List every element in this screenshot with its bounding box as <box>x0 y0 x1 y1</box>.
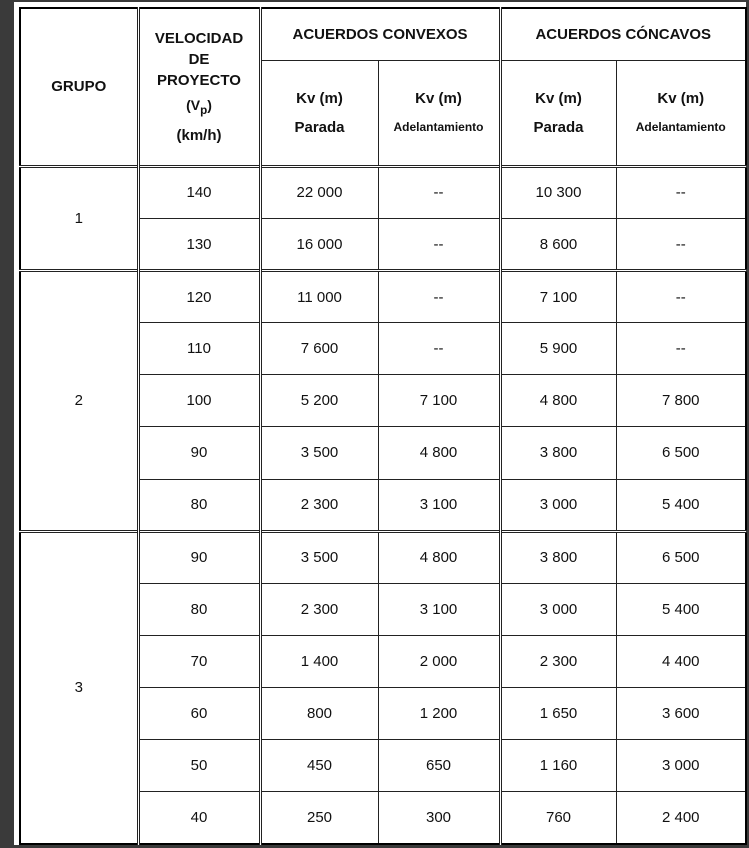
concave-adelantamiento-cell: 3 000 <box>616 740 746 792</box>
convex-parada-cell: 7 600 <box>260 323 378 375</box>
kv-label: Kv (m) <box>415 89 462 107</box>
header-vp-open: (V <box>186 97 201 114</box>
velocidad-cell: 140 <box>138 166 260 218</box>
convex-adelantamiento-cell: 7 100 <box>378 375 500 427</box>
concave-parada-cell: 7 100 <box>500 271 616 323</box>
concave-adelantamiento-cell: 6 500 <box>616 531 746 583</box>
concave-parada-cell: 3 000 <box>500 583 616 635</box>
document-page <box>14 2 746 845</box>
concave-parada-cell: 760 <box>500 792 616 844</box>
concave-parada-cell: 10 300 <box>500 166 616 218</box>
convex-adelantamiento-cell: 2 000 <box>378 635 500 687</box>
concave-parada-cell: 5 900 <box>500 323 616 375</box>
kv-label: Kv (m) <box>296 89 343 107</box>
convex-adelantamiento-cell: 1 200 <box>378 687 500 739</box>
header-convex-parada <box>260 60 378 166</box>
adelantamiento-label: Adelantamiento <box>393 119 484 134</box>
convex-adelantamiento-cell: 650 <box>378 740 500 792</box>
convex-parada-cell: 2 300 <box>260 479 378 531</box>
convex-adelantamiento-cell: 4 800 <box>378 531 500 583</box>
concave-adelantamiento-cell: -- <box>616 271 746 323</box>
velocidad-cell: 80 <box>138 583 260 635</box>
header-velocidad-line3: PROYECTO <box>157 72 241 90</box>
header-velocidad-line1: VELOCIDAD <box>154 30 244 48</box>
header-velocidad-unit: (km/h) <box>176 126 222 144</box>
velocidad-cell: 130 <box>138 218 260 270</box>
velocidad-cell: 100 <box>138 375 260 427</box>
convex-adelantamiento-cell: 300 <box>378 792 500 844</box>
convex-parada-cell: 3 500 <box>260 427 378 479</box>
header-concave-adelantamiento <box>616 60 746 166</box>
velocidad-cell: 80 <box>138 479 260 531</box>
group-cell: 2 <box>20 271 138 532</box>
header-vp-close: ) <box>207 97 212 114</box>
convex-adelantamiento-cell: 3 100 <box>378 583 500 635</box>
header-concave-parada <box>500 60 616 166</box>
group-cell: 3 <box>20 531 138 844</box>
header-vp <box>140 95 259 121</box>
convex-parada-cell: 250 <box>260 792 378 844</box>
convex-parada-cell: 800 <box>260 687 378 739</box>
parada-label: Parada <box>533 118 584 136</box>
table-row <box>20 531 746 583</box>
concave-adelantamiento-cell: 7 800 <box>616 375 746 427</box>
convex-parada-cell: 5 200 <box>260 375 378 427</box>
concave-parada-cell: 8 600 <box>500 218 616 270</box>
convex-adelantamiento-cell: -- <box>378 218 500 270</box>
velocidad-cell: 90 <box>138 427 260 479</box>
concave-parada-cell: 3 800 <box>500 531 616 583</box>
convex-parada-cell: 2 300 <box>260 583 378 635</box>
concave-parada-cell: 3 000 <box>500 479 616 531</box>
header-convexos <box>260 8 500 60</box>
concave-adelantamiento-cell: 5 400 <box>616 583 746 635</box>
header-convex-adelantamiento <box>378 60 500 166</box>
convex-parada-cell: 22 000 <box>260 166 378 218</box>
header-concavos-label: ACUERDOS CÓNCAVOS <box>535 25 712 43</box>
convex-adelantamiento-cell: -- <box>378 166 500 218</box>
concave-adelantamiento-cell: 6 500 <box>616 427 746 479</box>
velocidad-cell: 60 <box>138 687 260 739</box>
velocidad-cell: 110 <box>138 323 260 375</box>
concave-parada-cell: 2 300 <box>500 635 616 687</box>
convex-parada-cell: 450 <box>260 740 378 792</box>
concave-adelantamiento-cell: 2 400 <box>616 792 746 844</box>
header-grupo-label: GRUPO <box>51 78 107 96</box>
convex-parada-cell: 11 000 <box>260 271 378 323</box>
header-convexos-label: ACUERDOS CONVEXOS <box>292 25 468 43</box>
concave-parada-cell: 4 800 <box>500 375 616 427</box>
velocidad-cell: 120 <box>138 271 260 323</box>
header-vp-sub: p <box>200 103 208 117</box>
concave-parada-cell: 1 650 <box>500 687 616 739</box>
concave-parada-cell: 3 800 <box>500 427 616 479</box>
concave-parada-cell: 1 160 <box>500 740 616 792</box>
header-velocidad <box>138 8 260 166</box>
concave-adelantamiento-cell: -- <box>616 166 746 218</box>
table-row <box>20 166 746 218</box>
group-cell: 1 <box>20 166 138 270</box>
convex-adelantamiento-cell: 3 100 <box>378 479 500 531</box>
concave-adelantamiento-cell: -- <box>616 218 746 270</box>
concave-adelantamiento-cell: -- <box>616 323 746 375</box>
header-concavos <box>500 8 746 60</box>
convex-parada-cell: 16 000 <box>260 218 378 270</box>
velocidad-cell: 70 <box>138 635 260 687</box>
adelantamiento-label: Adelantamiento <box>635 119 726 134</box>
convex-adelantamiento-cell: 4 800 <box>378 427 500 479</box>
concave-adelantamiento-cell: 4 400 <box>616 635 746 687</box>
header-velocidad-line2: DE <box>188 51 210 69</box>
velocidad-cell: 90 <box>138 531 260 583</box>
velocidad-cell: 40 <box>138 792 260 844</box>
convex-parada-cell: 1 400 <box>260 635 378 687</box>
parada-label: Parada <box>294 118 345 136</box>
convex-parada-cell: 3 500 <box>260 531 378 583</box>
concave-adelantamiento-cell: 5 400 <box>616 479 746 531</box>
convex-adelantamiento-cell: -- <box>378 323 500 375</box>
kv-label: Kv (m) <box>657 89 705 107</box>
header-grupo <box>20 8 138 166</box>
concave-adelantamiento-cell: 3 600 <box>616 687 746 739</box>
vertical-curve-table <box>19 7 747 845</box>
velocidad-cell: 50 <box>138 740 260 792</box>
kv-label: Kv (m) <box>535 89 582 107</box>
convex-adelantamiento-cell: -- <box>378 271 500 323</box>
table-row <box>20 271 746 323</box>
